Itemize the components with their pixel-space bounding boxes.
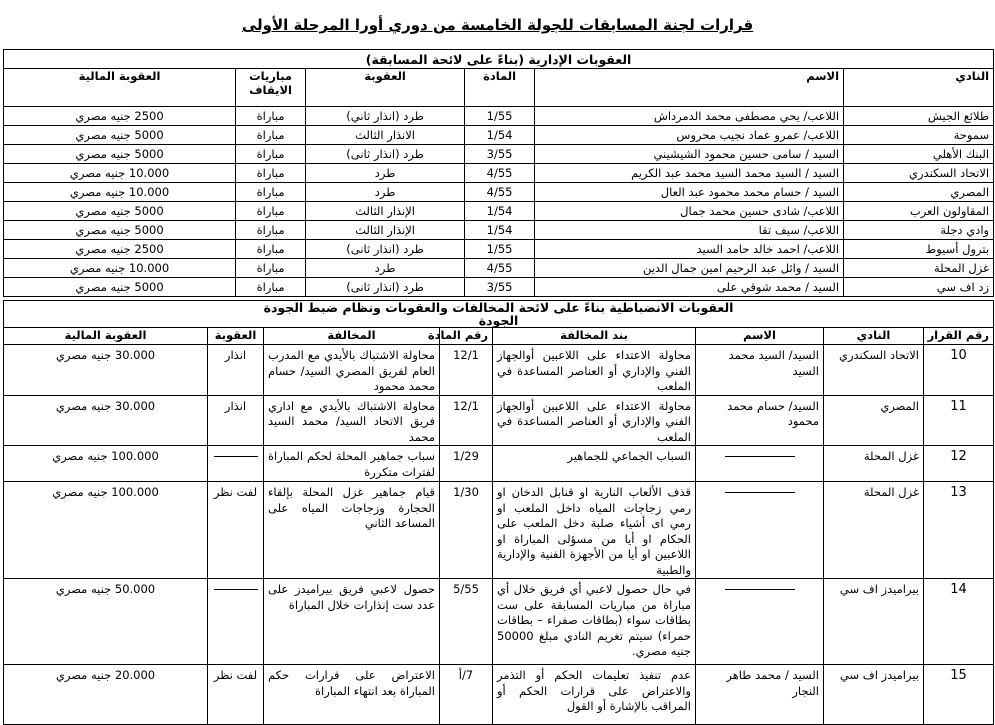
header-fine: العقوبة المالية xyxy=(4,328,208,345)
header-article-no: رقم المادة xyxy=(440,328,493,345)
article-no-cell: 7/أ xyxy=(440,665,493,725)
penalty-cell: طرد (انذار ثانى) xyxy=(306,278,465,297)
fine-cell: 30.000 جنيه مصري xyxy=(4,345,208,396)
penalty-cell: الانذار الثالث xyxy=(306,126,465,145)
violation-clause-cell: محاولة الاعتداء على اللاعبين أوالجهاز الفني والإداري أو العناصر المساعدة في الملعب xyxy=(493,395,696,446)
suspension-cell: مباراة xyxy=(236,202,306,221)
fine-cell: 20.000 جنيه مصري xyxy=(4,665,208,725)
violation-cell: محاولة الاشتباك بالأيدي مع المدرب العام لفريق المصري السيد/ حسام محمد محمود xyxy=(264,345,440,396)
table-row xyxy=(4,579,994,665)
fine-cell: 30.000 جنيه مصري xyxy=(4,395,208,446)
article-cell: 1/55 xyxy=(465,107,535,126)
violation-clause-cell: السباب الجماعي للجماهير xyxy=(493,446,696,482)
name-cell: السيد / السيد محمد السيد محمد عبد الكريم xyxy=(535,164,844,183)
document-title: قرارات لجنة المسابقات للجولة الخامسة من دوري أورا المرحلة الأولى xyxy=(241,16,754,34)
decision-no-cell: 14 xyxy=(924,579,994,665)
administrative-rows xyxy=(4,107,994,297)
penalty-cell: الإنذار الثالث xyxy=(306,221,465,240)
table-row xyxy=(4,164,994,183)
header-club: النادي xyxy=(844,69,994,107)
club-cell: غزل المحلة xyxy=(844,259,994,278)
fine-cell: 50.000 جنيه مصري xyxy=(4,579,208,665)
article-no-cell: 5/55 xyxy=(440,579,493,665)
violation-clause-cell: في حال حصول لاعبي أي فريق خلال أي مباراة من مباريات المسابقة على ست بطاقات سواء (بطاقات صفراء – بطاقات حمراء) سيتم تغريم النادي مبلغ 50000 جنيه مصري. xyxy=(493,579,696,665)
table-row xyxy=(4,395,994,446)
penalty-cell: لفت نظر xyxy=(208,665,264,725)
article-no-cell: 1/30 xyxy=(440,482,493,579)
penalty-cell: لفت نظر xyxy=(208,482,264,579)
club-cell: بيراميدز اف سي xyxy=(824,665,924,725)
name-cell: السيد / سامى حسين محمود الشيشيني xyxy=(535,145,844,164)
header-suspension-line2: الايقاف xyxy=(249,83,292,97)
decision-no-cell: 12 xyxy=(924,446,994,482)
name-cell: السيد / محمد طاهر النجار xyxy=(696,665,824,725)
header-suspension-line1: مباريات xyxy=(249,69,293,83)
table-row xyxy=(4,202,994,221)
header-violation: المخالفة xyxy=(264,328,440,345)
article-cell: 1/54 xyxy=(465,202,535,221)
article-no-cell: 1/29 xyxy=(440,446,493,482)
fine-cell: 5000 جنيه مصري xyxy=(4,278,236,297)
decision-no-cell: 15 xyxy=(924,665,994,725)
penalty-cell: طرد (انذار ثانى) xyxy=(306,145,465,164)
suspension-cell: مباراة xyxy=(236,278,306,297)
article-cell: 1/54 xyxy=(465,126,535,145)
article-no-cell: 12/1 xyxy=(440,345,493,396)
fine-cell: 100.000 جنيه مصري xyxy=(4,446,208,482)
article-cell: 3/55 xyxy=(465,145,535,164)
name-cell: السيد/ حسام محمد محمود xyxy=(696,395,824,446)
table-row xyxy=(4,446,994,482)
fine-cell: 5000 جنيه مصري xyxy=(4,221,236,240)
header-name: الاسم xyxy=(696,328,824,345)
header-penalty: العقوبة xyxy=(306,69,465,107)
header-decision-no: رقم القرار xyxy=(924,328,994,345)
header-suspension xyxy=(236,69,306,107)
table-row xyxy=(4,278,994,297)
penalty-cell xyxy=(208,579,264,665)
penalty-cell: طرد (انذار ثاني) xyxy=(306,107,465,126)
fine-cell: 2500 جنيه مصري xyxy=(4,107,236,126)
table-row xyxy=(4,145,994,164)
name-cell: السيد / محمد شوقي على xyxy=(535,278,844,297)
table-row xyxy=(4,345,994,396)
fine-cell: 100.000 جنيه مصري xyxy=(4,482,208,579)
fine-cell: 5000 جنيه مصري xyxy=(4,126,236,145)
disciplinary-penalties-table xyxy=(3,300,994,725)
empty-dash xyxy=(725,492,795,493)
suspension-cell: مباراة xyxy=(236,126,306,145)
club-cell: الاتحاد السكندري xyxy=(824,345,924,396)
name-cell: اللاعب/ يحي مصطفى محمد الدمرداش xyxy=(535,107,844,126)
article-cell: 3/55 xyxy=(465,278,535,297)
empty-dash xyxy=(214,589,258,590)
empty-dash xyxy=(725,589,795,590)
suspension-cell: مباراة xyxy=(236,240,306,259)
name-cell: اللاعب/ احمد خالد حامد السيد xyxy=(535,240,844,259)
name-cell xyxy=(696,446,824,482)
table-row xyxy=(4,107,994,126)
header-fine: العقوبة المالية xyxy=(4,69,236,107)
empty-dash xyxy=(725,456,795,457)
club-cell: غزل المحلة xyxy=(824,446,924,482)
header-row xyxy=(4,328,994,345)
penalty-cell: طرد xyxy=(306,259,465,278)
table-row xyxy=(4,126,994,145)
name-cell: اللاعب/ عمرو عماد نجيب محروس xyxy=(535,126,844,145)
penalty-cell: طرد (انذار ثانى) xyxy=(306,240,465,259)
header-violation-clause: بند المخالفة xyxy=(493,328,696,345)
club-cell: المصري xyxy=(824,395,924,446)
club-cell: المصري xyxy=(844,183,994,202)
decision-no-cell: 13 xyxy=(924,482,994,579)
article-cell: 4/55 xyxy=(465,164,535,183)
table-row xyxy=(4,221,994,240)
administrative-section-title: العقوبات الإدارية (بناءً على لائحة المسابقة) xyxy=(4,50,994,69)
suspension-cell: مباراة xyxy=(236,221,306,240)
article-cell: 4/55 xyxy=(465,183,535,202)
header-row xyxy=(4,69,994,107)
article-cell: 1/54 xyxy=(465,221,535,240)
penalty-cell: طرد xyxy=(306,183,465,202)
name-cell: السيد / وائل عبد الرحيم امين جمال الدين xyxy=(535,259,844,278)
club-cell: بيراميدز اف سي xyxy=(824,579,924,665)
violation-clause-cell: قذف الألعاب النارية او قنابل الدخان او رمي زجاجات المياه داخل الملعب او رمي اى أشياء صلبة دخل الملعب على الحكام او أيا من مسؤلى المباراة او اللاعبين او أيا من الأجهزة الفنية والإدارية والطبية xyxy=(493,482,696,579)
club-cell: وادي دجلة xyxy=(844,221,994,240)
penalty-cell: الإنذار الثالث xyxy=(306,202,465,221)
suspension-cell: مباراة xyxy=(236,183,306,202)
article-cell: 4/55 xyxy=(465,259,535,278)
section-header-row xyxy=(4,50,994,69)
penalty-cell: انذار xyxy=(208,395,264,446)
section-header-row xyxy=(4,301,994,328)
fine-cell: 10.000 جنيه مصري xyxy=(4,164,236,183)
header-name: الاسم xyxy=(535,69,844,107)
fine-cell: 10.000 جنيه مصري xyxy=(4,183,236,202)
suspension-cell: مباراة xyxy=(236,259,306,278)
suspension-cell: مباراة xyxy=(236,145,306,164)
violation-cell: محاولة الاشتباك بالأيدي مع اداري فريق الاتحاد السيد/ محمد السيد محمد xyxy=(264,395,440,446)
violation-cell: الاعتراض على قرارات حكم المباراة بعد انتهاء المباراة xyxy=(264,665,440,725)
violation-cell: قيام جماهير غزل المحلة بإلقاء الحجارة وزجاجات المياه على المساعد الثاني xyxy=(264,482,440,579)
empty-dash xyxy=(214,456,258,457)
table-row xyxy=(4,665,994,725)
club-cell: زد اف سي xyxy=(844,278,994,297)
club-cell: غزل المحلة xyxy=(824,482,924,579)
club-cell: المقاولون العرب xyxy=(844,202,994,221)
name-cell: السيد/ السيد محمد السيد xyxy=(696,345,824,396)
table-row xyxy=(4,183,994,202)
table-row xyxy=(4,259,994,278)
violation-clause-cell: محاولة الاعتداء على اللاعبين أوالجهاز الفني والإداري أو العناصر المساعدة في الملعب xyxy=(493,345,696,396)
disciplinary-section-title xyxy=(4,301,994,328)
violation-clause-cell: عدم تنفيذ تعليمات الحكم أو التذمر والاعتراض على قرارات الحكم أو المراقب بالإشارة أو القول xyxy=(493,665,696,725)
club-cell: بترول أسيوط xyxy=(844,240,994,259)
penalty-cell: طرد xyxy=(306,164,465,183)
decision-no-cell: 11 xyxy=(924,395,994,446)
suspension-cell: مباراة xyxy=(236,164,306,183)
article-no-cell: 12/1 xyxy=(440,395,493,446)
penalty-cell xyxy=(208,446,264,482)
club-cell: الاتحاد السكندري xyxy=(844,164,994,183)
club-cell: البنك الأهلي xyxy=(844,145,994,164)
disciplinary-section-title-line1: العقوبات الانضباطية بناءً على لائحة المخالفات والعقوبات ونظام ضبط الجودة xyxy=(263,300,734,315)
violation-cell: حصول لاعبي فريق بيراميدز على عدد ست إنذارات خلال المباراة xyxy=(264,579,440,665)
table-row xyxy=(4,240,994,259)
fine-cell: 5000 جنيه مصري xyxy=(4,145,236,164)
disciplinary-rows xyxy=(4,345,994,725)
name-cell: السيد / حسام محمد محمود عبد العال xyxy=(535,183,844,202)
table-row xyxy=(4,482,994,579)
name-cell: اللاعب/ سيف تقا xyxy=(535,221,844,240)
violation-cell: سباب جماهير المحلة لحكم المباراة لفترات متكررة xyxy=(264,446,440,482)
name-cell xyxy=(696,482,824,579)
header-penalty: العقوبة xyxy=(208,328,264,345)
club-cell: سموحة xyxy=(844,126,994,145)
fine-cell: 10.000 جنيه مصري xyxy=(4,259,236,278)
name-cell xyxy=(696,579,824,665)
decision-no-cell: 10 xyxy=(924,345,994,396)
penalty-cell: انذار xyxy=(208,345,264,396)
header-article: المادة xyxy=(465,69,535,107)
name-cell: اللاعب/ شادى حسين محمد جمال xyxy=(535,202,844,221)
article-cell: 1/55 xyxy=(465,240,535,259)
fine-cell: 2500 جنيه مصري xyxy=(4,240,236,259)
header-club: النادي xyxy=(824,328,924,345)
club-cell: طلائع الجيش xyxy=(844,107,994,126)
suspension-cell: مباراة xyxy=(236,107,306,126)
disciplinary-section-title-line2: الجودة xyxy=(478,313,519,328)
administrative-penalties-table xyxy=(3,49,994,297)
fine-cell: 5000 جنيه مصري xyxy=(4,202,236,221)
